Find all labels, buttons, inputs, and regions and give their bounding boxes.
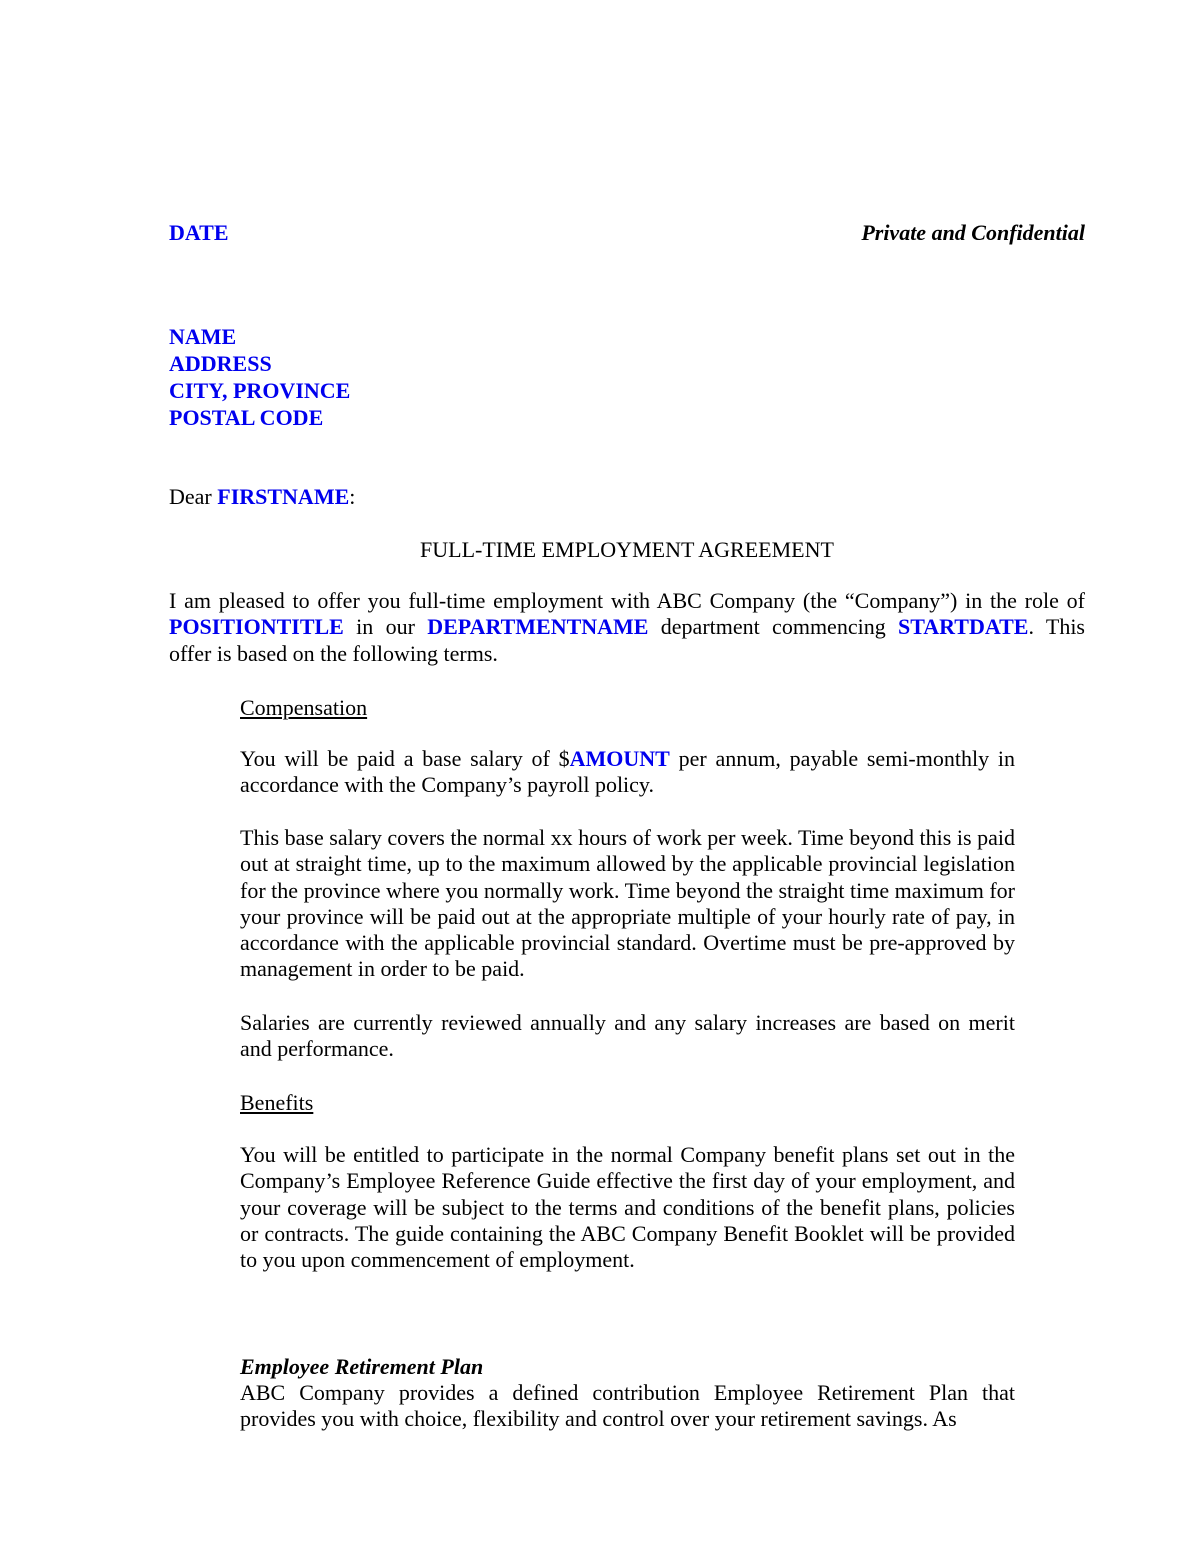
position-title-field: POSITIONTITLE xyxy=(169,614,344,640)
salary-amount-field: AMOUNT xyxy=(569,746,670,771)
intro-text-1: I am pleased to offer you full-time employment with ABC Company (the “Company”) in the role of xyxy=(169,588,1085,613)
intro-text-2: in our xyxy=(343,614,428,640)
recipient-postal-code: POSTAL CODE xyxy=(169,405,324,430)
intro-paragraph xyxy=(169,588,1085,667)
date-field: DATE xyxy=(169,220,229,245)
salutation-suffix: : xyxy=(349,484,356,509)
document-title: FULL-TIME EMPLOYMENT AGREEMENT xyxy=(420,537,834,562)
retirement-heading: Employee Retirement Plan xyxy=(240,1354,484,1379)
salary-text-2: per annum, payable semi-monthly in accordance with the Company’s payroll policy. xyxy=(240,746,1015,798)
compensation-salary-paragraph xyxy=(240,746,1015,799)
salutation xyxy=(169,483,355,510)
recipient-address: ADDRESS xyxy=(169,351,272,376)
benefits-paragraph: You will be entitled to participate in the normal Company benefit plans set out in the Company’s Employee Reference Guide effective the first day of your employment, and your coverage will be subject to the terms and conditions of the benefit plans, policies or contracts. The guide containing the ABC Company Benefit Booklet will be provided to you upon commencement of employment. xyxy=(240,1142,1015,1273)
compensation-hours-paragraph: This base salary covers the normal xx hours of work per week. Time beyond this is paid out at straight time, up to the maximum allowed by the applicable provincial legislation for the province where you normally work. Time beyond the straight time maximum for your province will be paid out at the appropriate multiple of your hourly rate of pay, in accordance with the applicable provincial standard. Overtime must be pre-approved by management in order to be paid. xyxy=(240,825,1015,982)
recipient-name: NAME xyxy=(169,324,237,349)
salutation-firstname: FIRSTNAME xyxy=(217,484,350,509)
compensation-heading: Compensation xyxy=(240,695,368,720)
benefits-heading: Benefits xyxy=(240,1090,314,1115)
compensation-review-paragraph: Salaries are currently reviewed annually and any salary increases are based on merit and performance. xyxy=(240,1010,1015,1062)
salutation-prefix: Dear xyxy=(169,484,218,509)
recipient-city-province: CITY, PROVINCE xyxy=(169,378,351,403)
start-date-field: STARTDATE xyxy=(898,614,1029,640)
salary-text-1: You will be paid a base salary of $ xyxy=(240,746,570,771)
intro-text-4: . This offer is based on the following terms. xyxy=(169,614,1085,666)
confidential-label: Private and Confidential xyxy=(861,220,1085,245)
retirement-paragraph: ABC Company provides a defined contribution Employee Retirement Plan that provides you with choice, flexibility and control over your retirement savings. As xyxy=(240,1380,1015,1432)
department-name-field: DEPARTMENTNAME xyxy=(427,614,649,640)
intro-text-3: department commencing xyxy=(648,614,899,640)
